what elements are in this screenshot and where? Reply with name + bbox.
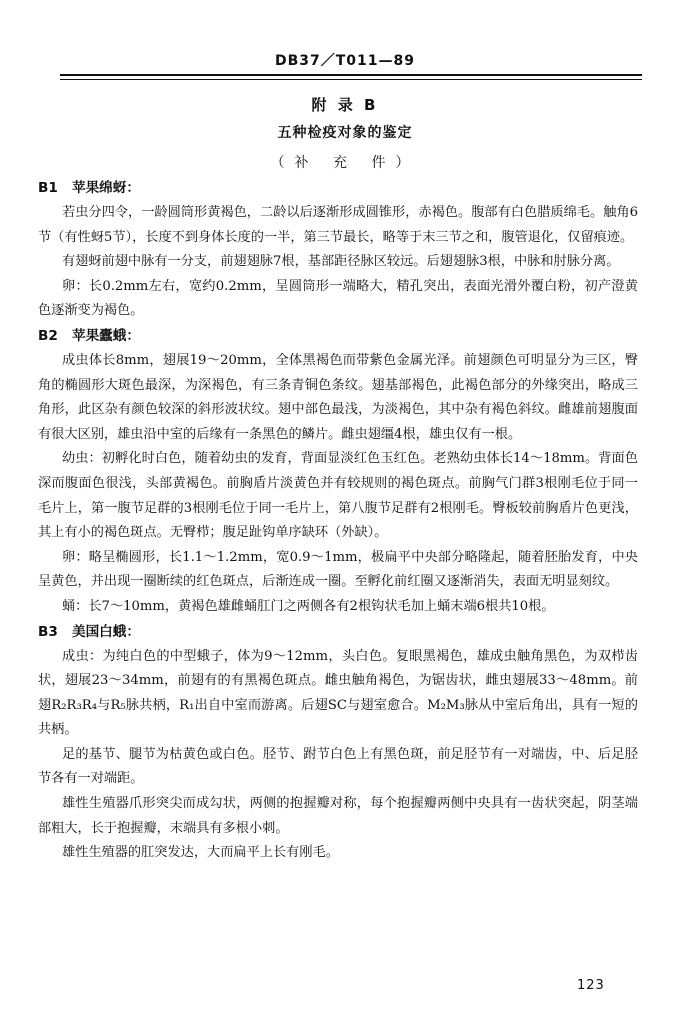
section-heading-b2	[38, 324, 638, 349]
paragraph: 若虫分四令，一龄圆筒形黄褐色，二龄以后逐渐形成圆锥形，赤褐色。腹部有白色腊质绵毛。触角6节（有性蚜5节），长度不到身体长度的一半，第三节最长，略等于末三节之和，腹管退化，仅留痕迹。	[38, 205, 638, 245]
paragraph: 雄性生殖器的肛突发达，大而扁平上长有刚毛。	[62, 845, 339, 861]
paragraph: 有翅蚜前翅中脉有一分支，前翅翅脉7根，基部距径脉区较远。后翅翅脉3根，中脉和肘脉分离。	[62, 254, 620, 270]
paragraph: 卵：长0.2mm左右，宽约0.2mm，呈圆筒形一端略大，精孔突出，表面光滑外覆白粉，初产澄黄色逐渐变为褐色。	[38, 278, 638, 319]
paragraph: 足的基节、腿节为枯黄色或白色。胫节、跗节白色上有黑色斑，前足胫节有一对端齿，中、后足胫节各有一对端距。	[38, 746, 638, 787]
paragraph: 卵：略呈椭圆形，长1.1～1.2mm，宽0.9～1mm，极扁平中央部分略隆起，随着胚胎发育，中央呈黄色，并出现一圈断续的红色斑点，后渐连成一圈。至孵化前红圈又逐渐消失，表面无明显刻纹。	[38, 549, 638, 590]
section-heading-b1	[38, 176, 638, 201]
appendix-title: 附 录 B	[311, 96, 379, 114]
paragraph: 幼虫：初孵化时白色，随着幼虫的发育，背面显淡红色玉红色。老熟幼虫体长14～18mm。背面色深而腹面色很浅，头部黄褐色。前胸盾片淡黄色并有较规则的褐色斑点。前胸气门群3根刚毛位于同一毛片上，第一腹节足群的3根刚毛位于同一毛片上，第八腹节足群有2根刚毛。臀板较前胸盾片色更浅，其上有小的褐色斑点。无臀栉；腹足趾钩单序缺环（外缺）。	[38, 451, 638, 541]
paragraph: 成虫体长8mm，翅展19～20mm，全体黑褐色而带紫色金属光泽。前翅颜色可明显分为三区，臀角的椭圆形大斑色最深，为深褐色，有三条青铜色条纹。翅基部褐色，此褐色部分的外缘突出，略成三角形，此区杂有颜色较深的斜形波状纹。翅中部色最浅，为淡褐色，其中杂有褐色斜纹。雌雄前翅腹面有很大区别，雄虫沿中室的后缘有一条黑色的鳞片。雌虫翅缰4根，雄虫仅有一根。	[38, 352, 638, 442]
appendix-note: （补 充 件）	[270, 155, 420, 171]
section-name: 美国白蛾：	[72, 623, 140, 640]
paragraph: 成虫：为纯白色的中型蛾子，体为9～12mm，头白色。复眼黑褐色，雄成虫触角黑色，为双栉齿状，翅展23～34mm，前翅有的有黑褐色斑点。雌虫触角褐色，为锯齿状，雌虫翅展33～48mm。前翅R₂R₃R₄与R₅脉共柄，R₁出自中室而游离。后翅SC与翅室愈合。M₂M₃脉从中室后角出，具有一短的共柄。	[38, 648, 638, 738]
section-number: B3	[38, 623, 58, 640]
paragraph: 蛹：长7～10mm，黄褐色雄雌蛹肛门之两侧各有2根钩状毛加上蛹末端6根共10根。	[62, 598, 555, 614]
section-name: 苹果蠹蛾：	[72, 327, 140, 344]
section-heading-b3	[38, 620, 638, 645]
document-body	[38, 176, 638, 866]
appendix-subtitle: 五种检疫对象的鉴定	[277, 125, 413, 141]
header-rule-thin	[60, 79, 642, 80]
section-number: B2	[38, 327, 58, 344]
section-name: 苹果绵蚜：	[72, 180, 140, 196]
section-number: B1	[38, 180, 58, 196]
page-number: 123	[577, 978, 605, 993]
paragraph: 雄性生殖器爪形突尖而成勾状，两侧的抱握瓣对称，每个抱握瓣两侧中央具有一齿状突起，阴茎端部粗大，长于抱握瓣，末端具有多根小刺。	[38, 796, 638, 836]
header-rule	[60, 74, 642, 76]
standard-code-header: DB37／T011—89	[274, 53, 416, 69]
